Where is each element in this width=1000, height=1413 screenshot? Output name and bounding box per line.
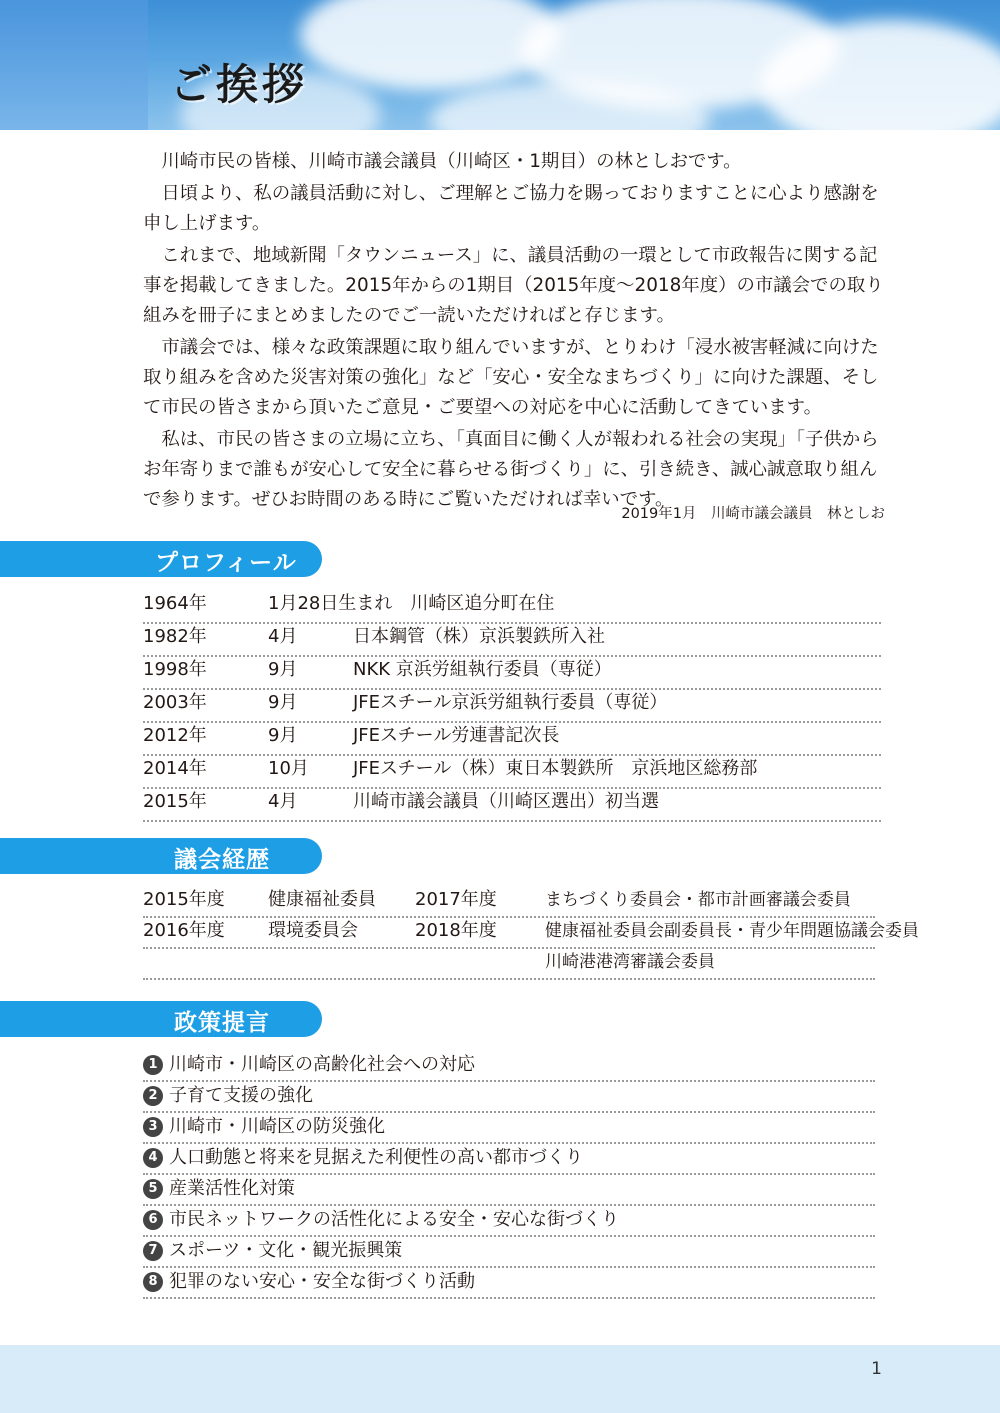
profile-year: 2015年 [143, 791, 207, 812]
career-committee: 健康福祉委員 [268, 889, 376, 910]
profile-heading [0, 541, 322, 577]
profile-heading-label: プロフィール [155, 550, 297, 576]
policy-item [143, 1205, 875, 1237]
profile-text: JFEスチール労連書記次長 [353, 725, 560, 746]
profile-text: NKK 京浜労組執行委員（専従） [353, 659, 612, 680]
page-title: ご挨拶 [170, 60, 309, 109]
policy-text: 産業活性化対策 [169, 1178, 295, 1199]
policy-item [143, 1143, 875, 1175]
profile-text: JFEスチール京浜労組執行委員（専従） [353, 692, 668, 713]
policy-item [143, 1267, 875, 1299]
policy-text: 川崎市・川崎区の防災強化 [169, 1116, 385, 1137]
profile-month: 4月 [268, 791, 298, 812]
profile-month: 9月 [268, 725, 298, 746]
policy-text: 人口動態と将来を見据えた利便性の高い都市づくり [169, 1147, 583, 1168]
policy-text: スポーツ・文化・観光振興策 [169, 1240, 403, 1261]
career-committee: 川崎港港湾審議会委員 [545, 952, 715, 972]
profile-year: 1982年 [143, 626, 207, 647]
career-row [143, 947, 875, 980]
profile-row [143, 589, 881, 624]
signature: 2019年1月 川崎市議会議員 林としお [621, 506, 885, 522]
number-badge-icon: 2 [143, 1086, 163, 1106]
header-side-bar [0, 0, 148, 130]
number-badge-icon: 6 [143, 1210, 163, 1230]
greeting-paragraph: 川崎市民の皆様、川崎市議会議員（川崎区・1期目）の林としおです。 [161, 151, 742, 172]
number-badge-icon: 7 [143, 1241, 163, 1261]
career-year: 2018年度 [415, 920, 497, 941]
profile-month: 10月 [268, 758, 309, 779]
profile-row [143, 655, 881, 690]
policy-item [143, 1236, 875, 1268]
profile-month: 4月 [268, 626, 298, 647]
policy-text: 子育て支援の強化 [169, 1085, 313, 1106]
policy-item [143, 1112, 875, 1144]
career-row [143, 916, 919, 949]
career-year: 2015年度 [143, 889, 225, 910]
policy-item [143, 1174, 875, 1206]
career-row [143, 885, 875, 918]
career-year: 2016年度 [143, 920, 225, 941]
greeting-body [143, 147, 888, 517]
policy-text: 川崎市・川崎区の高齢化社会への対応 [169, 1054, 475, 1075]
number-badge-icon: 5 [143, 1179, 163, 1199]
policy-text: 市民ネットワークの活性化による安全・安心な街づくり [169, 1209, 619, 1230]
profile-year: 1964年 [143, 593, 207, 614]
career-heading [0, 838, 322, 874]
profile-row [143, 754, 881, 789]
greeting-paragraph: 市議会では、様々な政策課題に取り組んでいますが、とりわけ「浸水被害軽減に向けた取り組みを含めた災害対策の強化」など「安心・安全なまちづくり」に向けた課題、そして市民の皆さまから頂いたご意見・ご要望への対応を中心に活動してきています。 [143, 337, 879, 418]
career-committee: 健康福祉委員会副委員長・青少年問題協議会委員 [545, 921, 919, 941]
profile-text: 1月28日生まれ 川崎区追分町在住 [268, 593, 555, 614]
profile-text: 日本鋼管（株）京浜製鉄所入社 [353, 626, 605, 647]
header-banner [0, 0, 1000, 130]
policy-heading [0, 1001, 322, 1037]
profile-row [143, 688, 881, 723]
greeting-paragraph: 私は、市民の皆さまの立場に立ち、「真面目に働く人が報われる社会の実現」「子供からお年寄りまで誰もが安心して安全に暮らせる街づくり」に、引き続き、誠心誠意取り組んで参ります。ぜひお時間のある時にご覧いただければ幸いです。 [143, 429, 879, 510]
number-badge-icon: 1 [143, 1055, 163, 1075]
policy-item [143, 1081, 875, 1113]
career-year: 2017年度 [415, 889, 497, 910]
profile-year: 1998年 [143, 659, 207, 680]
number-badge-icon: 8 [143, 1272, 163, 1292]
profile-row [143, 787, 881, 822]
profile-year: 2012年 [143, 725, 207, 746]
greeting-paragraph: これまで、地域新聞「タウンニュース」に、議員活動の一環として市政報告に関する記事を掲載してきました。2015年からの1期目（2015年度～2018年度）の市議会での取り組みを冊子にまとめましたのでご一読いただければと存じます。 [143, 245, 884, 326]
profile-text: JFEスチール（株）東日本製鉄所 京浜地区総務部 [353, 758, 758, 779]
policy-text: 犯罪のない安心・安全な街づくり活動 [169, 1271, 475, 1292]
policy-item [143, 1050, 875, 1082]
profile-month: 9月 [268, 692, 298, 713]
number-badge-icon: 3 [143, 1117, 163, 1137]
footer-band [0, 1345, 1000, 1413]
profile-month: 9月 [268, 659, 298, 680]
profile-year: 2014年 [143, 758, 207, 779]
profile-text: 川崎市議会議員（川崎区選出）初当選 [353, 791, 659, 812]
number-badge-icon: 4 [143, 1148, 163, 1168]
policy-heading-label: 政策提言 [174, 1010, 270, 1036]
career-committee: まちづくり委員会・都市計画審議会委員 [545, 890, 851, 910]
career-committee: 環境委員会 [268, 920, 358, 941]
career-heading-label: 議会経歴 [174, 847, 270, 873]
profile-row [143, 721, 881, 756]
greeting-paragraph: 日頃より、私の議員活動に対し、ご理解とご協力を賜っておりますことに心より感謝を申し上げます。 [143, 183, 879, 234]
profile-year: 2003年 [143, 692, 207, 713]
profile-row [143, 622, 881, 657]
page-number: 1 [871, 1359, 882, 1379]
